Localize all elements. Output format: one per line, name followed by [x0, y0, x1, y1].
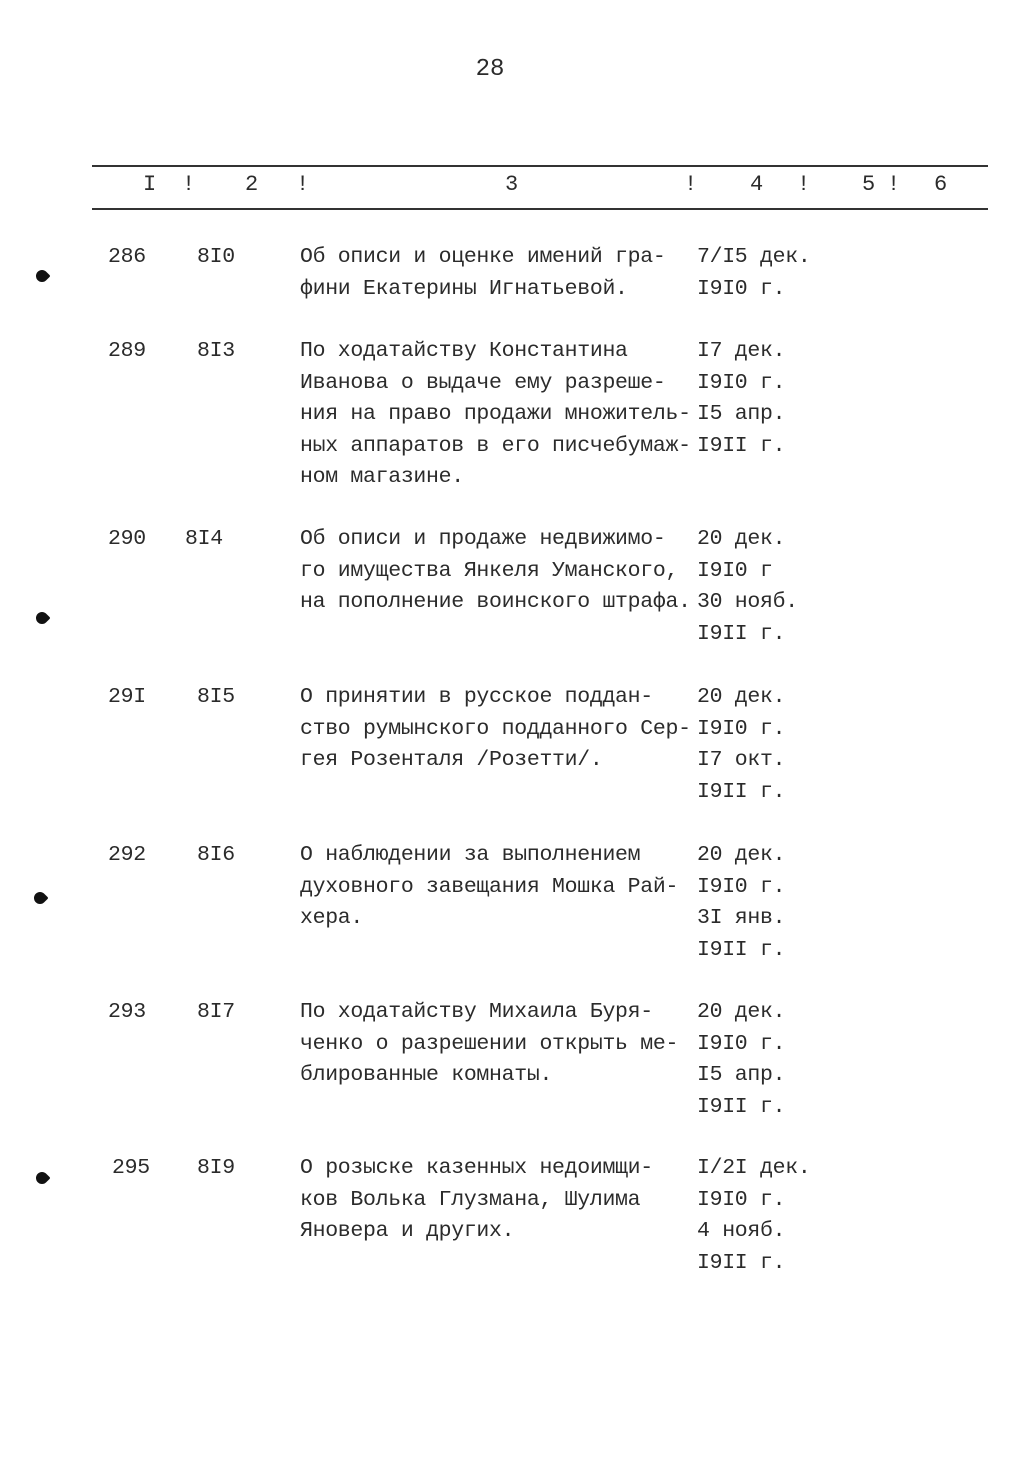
row-date-line: I9II г.: [697, 433, 786, 458]
row-title: [300, 242, 700, 305]
row-title-line: хера.: [300, 906, 364, 930]
row-number: 295: [112, 1156, 150, 1180]
row-dates: [697, 242, 827, 305]
row-date-line: I9II г.: [697, 1094, 786, 1119]
row-title: [300, 997, 700, 1092]
header-separator-3: !: [684, 172, 698, 197]
row-title-line: ния на право продажи множитель-: [300, 402, 691, 426]
row-date-line: 20 дек.: [697, 685, 786, 709]
row-date-line: I9I0 г.: [697, 1187, 786, 1212]
row-date-line: I/2I дек.: [697, 1156, 811, 1180]
row-date-line: I9I0 г.: [697, 370, 786, 395]
row-title-line: По ходатайству Михаила Буря-: [300, 1000, 653, 1024]
row-dates: [697, 997, 827, 1123]
row-number: 286: [108, 245, 146, 269]
row-code: 8I3: [197, 339, 235, 363]
row-date-line: 3I янв.: [697, 906, 786, 930]
row-date-line: I5 апр.: [697, 1063, 786, 1087]
row-dates: [697, 524, 827, 650]
row-title-line: ных аппаратов в его писчебумаж-: [300, 433, 691, 458]
row-dates: [697, 682, 827, 808]
row-date-line: 7/I5 дек.: [697, 245, 811, 269]
row-date-line: I9II г.: [697, 1250, 786, 1275]
row-code: 8I4: [185, 527, 223, 551]
header-col-1: I: [143, 172, 157, 197]
binding-hole-mark: [34, 610, 51, 627]
row-date-line: I9II г.: [697, 621, 786, 646]
row-date-line: I9II г.: [697, 937, 786, 962]
binding-hole-mark: [34, 1170, 51, 1187]
row-date-line: I9I0 г.: [697, 276, 786, 301]
row-date-line: I9I0 г.: [697, 716, 786, 741]
row-date-line: I9I0 г.: [697, 1031, 786, 1056]
row-title: [300, 336, 700, 494]
row-title-line: О принятии в русское поддан-: [300, 685, 653, 709]
binding-hole-mark: [32, 890, 49, 907]
row-title-line: Яновера и других.: [300, 1219, 515, 1243]
header-col-5: 5: [862, 172, 876, 197]
row-title: [300, 840, 700, 935]
row-title-line: блированные комнаты.: [300, 1063, 553, 1087]
header-col-4: 4: [750, 172, 764, 197]
row-dates: [697, 840, 827, 966]
table-header: [0, 172, 1024, 202]
row-title: [300, 524, 700, 619]
row-title-line: ков Волька Глузмана, Шулима: [300, 1187, 641, 1212]
row-number: 29I: [108, 685, 146, 709]
row-title-line: ном магазине.: [300, 465, 464, 489]
row-date-line: 20 дек.: [697, 1000, 786, 1024]
row-date-line: 4 нояб.: [697, 1219, 786, 1243]
row-date-line: I7 окт.: [697, 748, 786, 772]
row-number: 293: [108, 1000, 146, 1024]
row-number: 292: [108, 843, 146, 867]
header-separator-1: !: [182, 172, 196, 197]
header-col-2: 2: [245, 172, 259, 197]
table-header-top-rule: [92, 165, 988, 167]
row-title-line: ченко о разрешении открыть ме-: [300, 1031, 679, 1056]
row-date-line: I9II г.: [697, 779, 786, 804]
row-title-line: По ходатайству Константина: [300, 339, 628, 363]
row-title-line: О розыске казенных недоимщи-: [300, 1156, 653, 1180]
row-date-line: 30 нояб.: [697, 590, 798, 614]
row-title-line: фини Екатерины Игнатьевой.: [300, 276, 628, 301]
row-title-line: Об описи и оценке имений гра-: [300, 245, 666, 269]
row-date-line: I9I0 г: [697, 558, 773, 583]
row-number: 290: [108, 527, 146, 551]
table-header-bottom-rule: [92, 208, 988, 210]
page-number: 28: [475, 56, 505, 83]
row-code: 8I5: [197, 685, 235, 709]
row-title-line: на пополнение воинского штрафа.: [300, 590, 691, 614]
row-title: [300, 1153, 700, 1248]
row-title-line: духовного завещания Мошка Рай-: [300, 874, 679, 899]
header-col-3: 3: [505, 172, 519, 197]
header-separator-4: !: [797, 172, 811, 197]
row-date-line: I9I0 г.: [697, 874, 786, 899]
row-code: 8I9: [197, 1156, 235, 1180]
header-col-6: 6: [934, 172, 948, 197]
row-title-line: го имущества Янкеля Уманского,: [300, 558, 679, 583]
row-date-line: 20 дек.: [697, 527, 786, 551]
row-title: [300, 682, 700, 777]
row-title-line: ство румынского подданного Сер-: [300, 716, 691, 741]
row-date-line: I7 дек.: [697, 339, 786, 363]
header-separator-5: !: [887, 172, 901, 197]
row-dates: [697, 336, 827, 462]
row-title-line: Об описи и продаже недвижимо-: [300, 527, 666, 551]
row-code: 8I0: [197, 245, 235, 269]
row-title-line: гея Розенталя /Розетти/.: [300, 748, 603, 772]
row-number: 289: [108, 339, 146, 363]
row-title-line: О наблюдении за выполнением: [300, 843, 641, 867]
row-date-line: I5 апр.: [697, 402, 786, 426]
row-code: 8I6: [197, 843, 235, 867]
row-date-line: 20 дек.: [697, 843, 786, 867]
header-separator-2: !: [296, 172, 310, 197]
row-title-line: Иванова о выдаче ему разреше-: [300, 370, 666, 395]
binding-hole-mark: [34, 268, 51, 285]
row-code: 8I7: [197, 1000, 235, 1024]
row-dates: [697, 1153, 827, 1279]
